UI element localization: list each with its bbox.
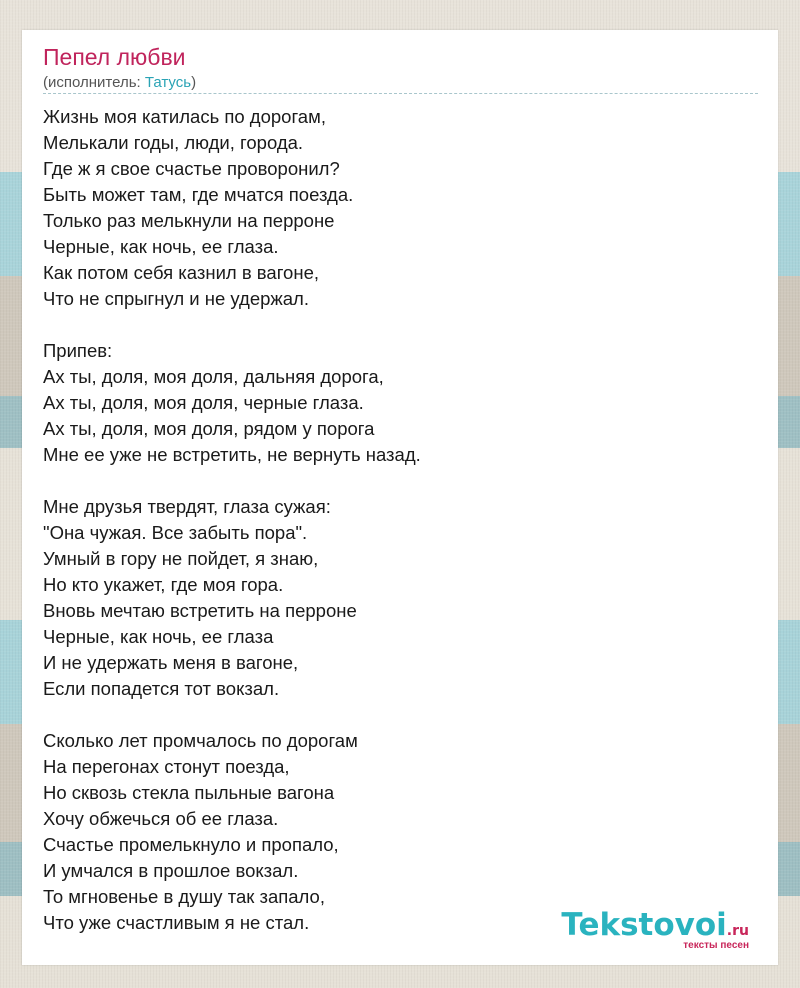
performer-suffix: )	[191, 74, 197, 91]
lyrics-line: Сколько лет промчалось по дорогам	[43, 730, 358, 751]
lyrics-line: Мне друзья твердят, глаза сужая:	[43, 496, 331, 517]
artist-link[interactable]: Татусь	[144, 74, 192, 91]
lyrics-line: Если попадется тот вокзал.	[43, 678, 280, 699]
song-title: Пепел любви	[43, 44, 186, 70]
lyrics-line: И не удержать меня в вагоне,	[43, 652, 299, 673]
lyrics-line: Но кто укажет, где моя гора.	[43, 574, 284, 595]
lyrics-line: Черные, как ночь, ее глаза.	[43, 236, 279, 257]
lyrics-stanza	[43, 338, 758, 468]
lyrics-line: Черные, как ночь, ее глаза	[43, 626, 274, 647]
logo-name: Tekstovoi	[561, 907, 727, 943]
lyrics-line: Хочу обжечься об ее глаза.	[43, 808, 279, 829]
logo-tagline: тексты песен	[683, 940, 749, 951]
lyrics-card	[22, 30, 778, 965]
lyrics-stanza	[43, 494, 758, 702]
title-divider	[43, 93, 758, 94]
lyrics-line: Ах ты, доля, моя доля, дальняя дорога,	[43, 366, 384, 387]
lyrics-line: Вновь мечтаю встретить на перроне	[43, 600, 357, 621]
lyrics-line: Ах ты, доля, моя доля, черные глаза.	[43, 392, 364, 413]
lyrics-body	[43, 104, 758, 962]
lyrics-line: Умный в гору не пойдет, я знаю,	[43, 548, 319, 569]
lyrics-line: Мелькали годы, люди, города.	[43, 132, 304, 153]
lyrics-line: На перегонах стонут поезда,	[43, 756, 290, 777]
lyrics-line: Счастье промелькнуло и пропало,	[43, 834, 339, 855]
lyrics-line: Только раз мелькнули на перроне	[43, 210, 335, 231]
lyrics-line: Быть может там, где мчатся поезда.	[43, 184, 354, 205]
lyrics-line: Ах ты, доля, моя доля, рядом у порога	[43, 418, 375, 439]
lyrics-line: Припев:	[43, 340, 113, 361]
lyrics-line: Что не спрыгнул и не удержал.	[43, 288, 309, 309]
lyrics-line: Где ж я свое счастье проворонил?	[43, 158, 340, 179]
lyrics-stanza	[43, 104, 758, 312]
site-logo[interactable]	[561, 907, 749, 951]
lyrics-stanza	[43, 728, 758, 936]
lyrics-line: "Она чужая. Все забыть пора".	[43, 522, 308, 543]
lyrics-line: Но сквозь стекла пыльные вагона	[43, 782, 335, 803]
lyrics-line: Что уже счастливым я не стал.	[43, 912, 310, 933]
performer-prefix: (исполнитель:	[43, 74, 145, 91]
lyrics-line: И умчался в прошлое вокзал.	[43, 860, 299, 881]
performer-line	[43, 74, 196, 91]
lyrics-line: Мне ее уже не встретить, не вернуть назад.	[43, 444, 421, 465]
lyrics-line: Жизнь моя катилась по дорогам,	[43, 106, 326, 127]
lyrics-line: Как потом себя казнил в вагоне,	[43, 262, 319, 283]
logo-tld: .ru	[726, 923, 749, 939]
lyrics-line: То мгновенье в душу так запало,	[43, 886, 325, 907]
